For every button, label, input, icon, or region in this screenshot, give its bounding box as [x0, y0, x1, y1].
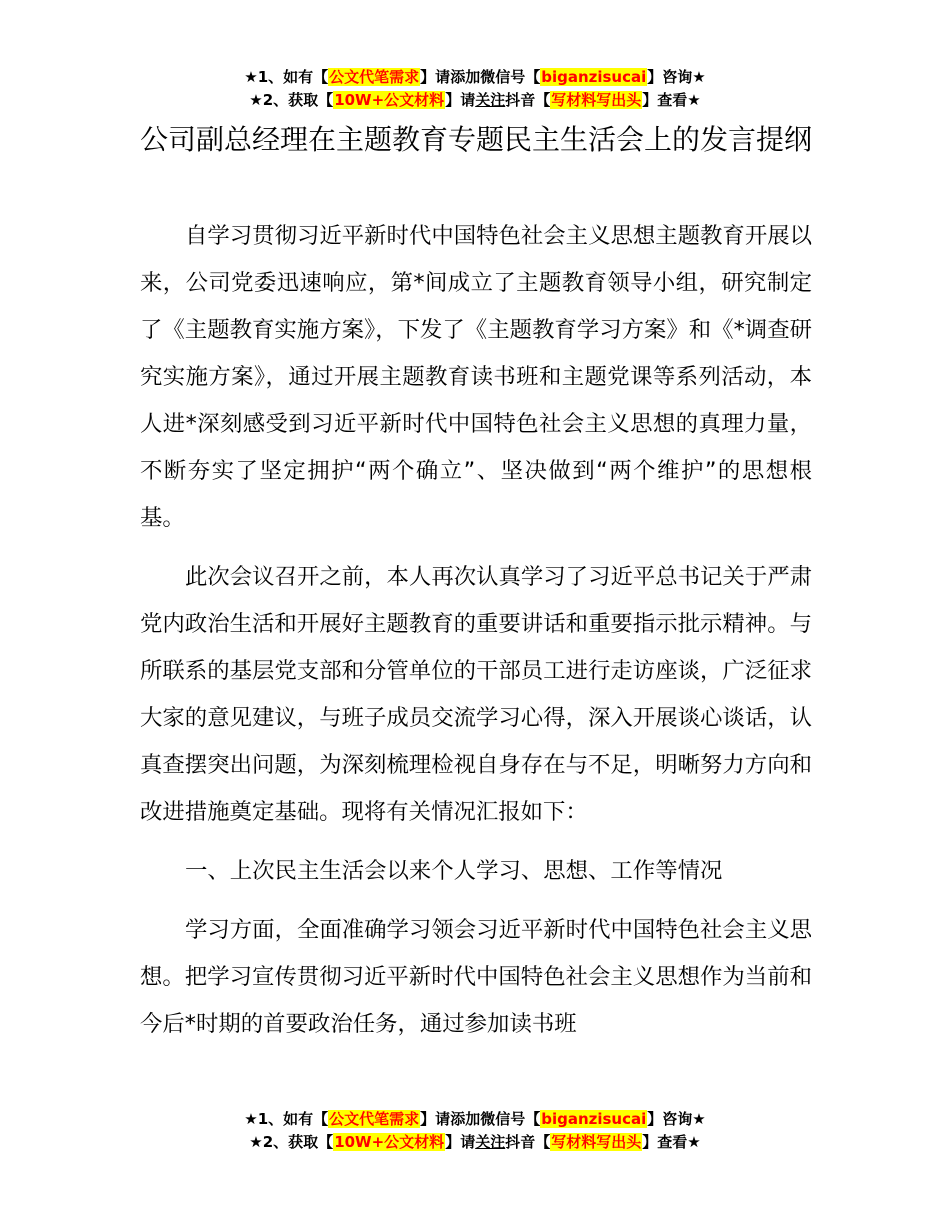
banner-text: 微信号【	[480, 1110, 541, 1128]
banner-text: 】请	[420, 1110, 451, 1128]
footer-banner-line-1	[0, 1108, 950, 1131]
banner-highlight: 公文代笔需求	[329, 68, 420, 86]
banner-text: 】请	[420, 68, 451, 86]
banner-text: 抖音【	[505, 1133, 551, 1151]
body-paragraph: 自学习贯彻习近平新时代中国特色社会主义思想主题教育开展以来，公司党委迅速响应，第*间成立了主题教育领导小组，研究制定了《主题教育实施方案》，下发了《主题教育学习方案》和《*调查研究实施方案》，通过开展主题教育读书班和主题党课等系列活动，本人进*深刻感受到习近平新时代中国特色社会主义思想的真理力量，不断夯实了坚定拥护“两个确立”、坚决做到“两个维护”的思想根基。	[140, 223, 812, 531]
banner-text: ★2、获取【	[249, 91, 334, 109]
header-banner-line-1	[0, 66, 950, 89]
banner-emphasis: 关注	[475, 91, 506, 109]
footer-banner-line-2	[0, 1131, 950, 1154]
banner-text: ★1、如有【	[244, 68, 329, 86]
banner-text: ★2、获取【	[249, 1133, 334, 1151]
document-body	[140, 213, 812, 1048]
body-paragraph: 学习方面，全面准确学习领会习近平新时代中国特色社会主义思想。把学习宣传贯彻习近平新时代中国特色社会主义思想作为当前和今后*时期的首要政治任务，通过参加读书班	[140, 917, 812, 1037]
banner-text: 】咨询★	[647, 68, 706, 86]
banner-emphasis: 关注	[475, 1133, 506, 1151]
section-heading: 一、上次民主生活会以来个人学习、思想、工作等情况	[185, 858, 723, 884]
banner-text: 】查看★	[642, 1133, 701, 1151]
banner-highlight: biganzisucai	[541, 68, 647, 86]
banner-text: 微信号【	[480, 68, 541, 86]
banner-highlight: 写材料写出头	[551, 1133, 642, 1151]
banner-emphasis: 添加	[450, 1110, 481, 1128]
header-banner-line-2	[0, 89, 950, 112]
header-banner	[0, 66, 950, 112]
banner-highlight: 10W+公文材料	[334, 91, 445, 109]
banner-text: 】咨询★	[647, 1110, 706, 1128]
banner-highlight: 写材料写出头	[551, 91, 642, 109]
document-title: 公司副总经理在主题教育专题民主生活会上的发言提纲	[140, 123, 813, 156]
banner-text: 抖音【	[505, 91, 551, 109]
banner-text: 】查看★	[642, 91, 701, 109]
banner-emphasis: 添加	[450, 68, 481, 86]
banner-highlight: biganzisucai	[541, 1110, 647, 1128]
banner-text: 】请	[445, 1133, 476, 1151]
banner-highlight: 公文代笔需求	[329, 1110, 420, 1128]
body-paragraph: 此次会议召开之前，本人再次认真学习了习近平总书记关于严肃党内政治生活和开展好主题教育的重要讲话和重要指示批示精神。与所联系的基层党支部和分管单位的干部员工进行走访座谈，广泛征求大家的意见建议，与班子成员交流学习心得，深入开展谈心谈话，认真查摆突出问题，为深刻梳理检视自身存在与不足，明晰努力方向和改进措施奠定基础。现将有关情况汇报如下：	[140, 564, 812, 825]
banner-text: 】请	[445, 91, 476, 109]
banner-text: ★1、如有【	[244, 1110, 329, 1128]
footer-banner	[0, 1108, 950, 1154]
banner-highlight: 10W+公文材料	[334, 1133, 445, 1151]
